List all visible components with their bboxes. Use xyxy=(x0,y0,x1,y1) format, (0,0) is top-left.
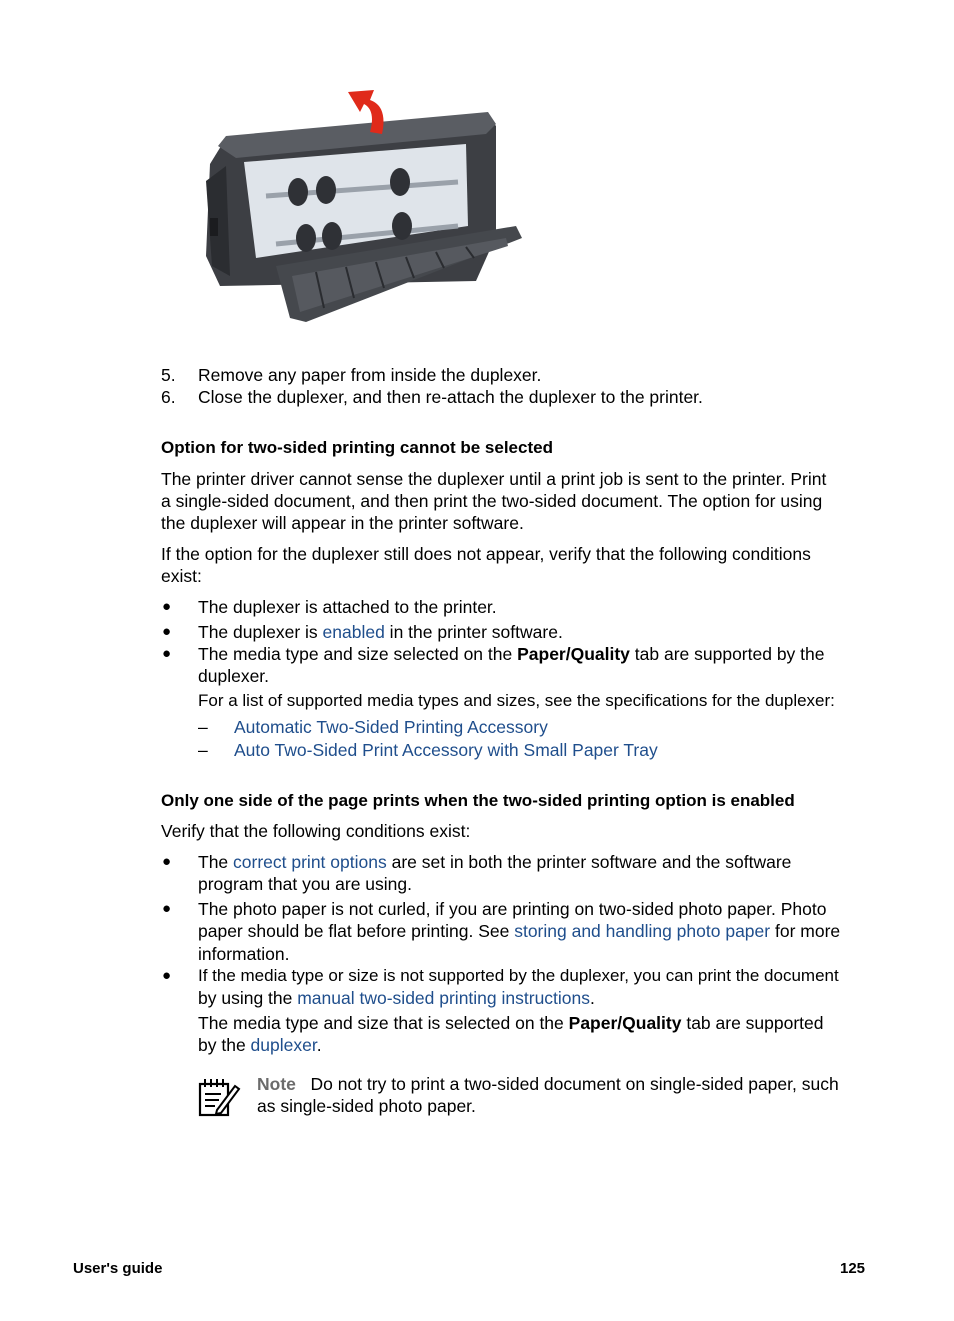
dash-marker: – xyxy=(198,740,208,760)
link-storing-handling-photo-paper[interactable]: storing and handling photo paper xyxy=(514,921,771,941)
bullet-text: If the media type or size is not supported by the duplexer, you can print the document xyxy=(198,966,839,985)
bullet-text xyxy=(198,851,791,873)
text-segment: . xyxy=(590,988,595,1008)
step-number: 5. xyxy=(161,365,176,385)
text-segment: Do not try to print a two-sided document on single-sided paper, such xyxy=(310,1074,839,1094)
step-number: 6. xyxy=(161,387,176,407)
text-segment: are set in both the printer software and the software xyxy=(386,852,792,872)
note-pencil-icon xyxy=(197,1076,241,1118)
link-enabled[interactable]: enabled xyxy=(322,622,385,642)
text-segment: paper should be flat before printing. See xyxy=(198,921,515,941)
duplexer-illustration xyxy=(196,86,530,326)
dash-marker: – xyxy=(198,717,208,737)
section-heading: Only one side of the page prints when the two-sided printing option is enabled xyxy=(161,791,795,810)
note-label: Note xyxy=(257,1074,296,1094)
bullet-text: The duplexer is attached to the printer. xyxy=(198,597,497,617)
bullet-note xyxy=(198,1034,322,1056)
link-auto-two-sided-small-tray[interactable]: Auto Two-Sided Print Accessory with Small Paper Tray xyxy=(234,740,658,760)
text-segment: in the printer software. xyxy=(384,622,563,642)
section-heading: Option for two-sided printing cannot be selected xyxy=(161,438,553,457)
bullet-text: information. xyxy=(198,944,290,964)
bullet-text xyxy=(198,621,563,643)
step-text: Close the duplexer, and then re-attach the duplexer to the printer. xyxy=(198,387,703,407)
text-segment: . xyxy=(316,1035,322,1055)
text-segment: tab are supported xyxy=(681,1013,824,1033)
text-segment: by the xyxy=(198,1035,251,1055)
text-segment: The duplexer is xyxy=(198,622,323,642)
page-number: 125 xyxy=(840,1260,866,1277)
bullet-text xyxy=(198,643,825,665)
link-manual-two-sided-instructions[interactable]: manual two-sided printing instructions xyxy=(297,988,591,1008)
paragraph-line: a single-sided document, and then print the two-sided document. The option for using xyxy=(161,491,823,511)
bullet-text: duplexer. xyxy=(198,666,270,686)
bold-term: Paper/Quality xyxy=(568,1013,682,1033)
text-segment: by using the xyxy=(198,988,298,1008)
paragraph-line: The printer driver cannot sense the duplexer until a print job is sent to the printer. Print xyxy=(161,469,827,489)
bullet-text: The photo paper is not curled, if you are printing on two-sided photo paper. Photo xyxy=(198,899,827,919)
bullet-note xyxy=(198,1012,824,1034)
bullet-icon: ● xyxy=(162,645,172,662)
footer-title: User's guide xyxy=(73,1260,163,1277)
text-segment: for more xyxy=(770,921,841,941)
step-text: Remove any paper from inside the duplexer. xyxy=(198,365,542,385)
note-text: as single-sided photo paper. xyxy=(257,1096,476,1116)
text-segment: The media type and size selected on the xyxy=(198,644,518,664)
link-duplexer[interactable]: duplexer xyxy=(250,1035,317,1055)
bullet-icon: ● xyxy=(162,853,172,870)
link-automatic-two-sided-accessory[interactable]: Automatic Two-Sided Printing Accessory xyxy=(234,717,548,737)
text-segment: The xyxy=(198,852,234,872)
bullet-icon: ● xyxy=(162,598,172,615)
bold-term: Paper/Quality xyxy=(517,644,630,664)
text-segment: tab are supported by the xyxy=(629,644,825,664)
bullet-text xyxy=(198,920,840,942)
bullet-note: For a list of supported media types and sizes, see the specifications for the duplexer: xyxy=(198,691,835,710)
link-correct-print-options[interactable]: correct print options xyxy=(233,852,387,872)
text-segment: The media type and size that is selected on the xyxy=(198,1013,569,1033)
bullet-icon: ● xyxy=(162,623,172,640)
paragraph-line: exist: xyxy=(161,566,202,586)
note-text xyxy=(257,1073,839,1095)
paragraph-line: If the option for the duplexer still does not appear, verify that the following conditions xyxy=(161,544,811,564)
paragraph-line: Verify that the following conditions exist: xyxy=(161,821,471,841)
bullet-text xyxy=(198,987,595,1009)
paragraph-line: the duplexer will appear in the printer software. xyxy=(161,513,524,533)
bullet-text: program that you are using. xyxy=(198,874,413,894)
bullet-icon: ● xyxy=(162,967,172,984)
bullet-icon: ● xyxy=(162,900,172,917)
